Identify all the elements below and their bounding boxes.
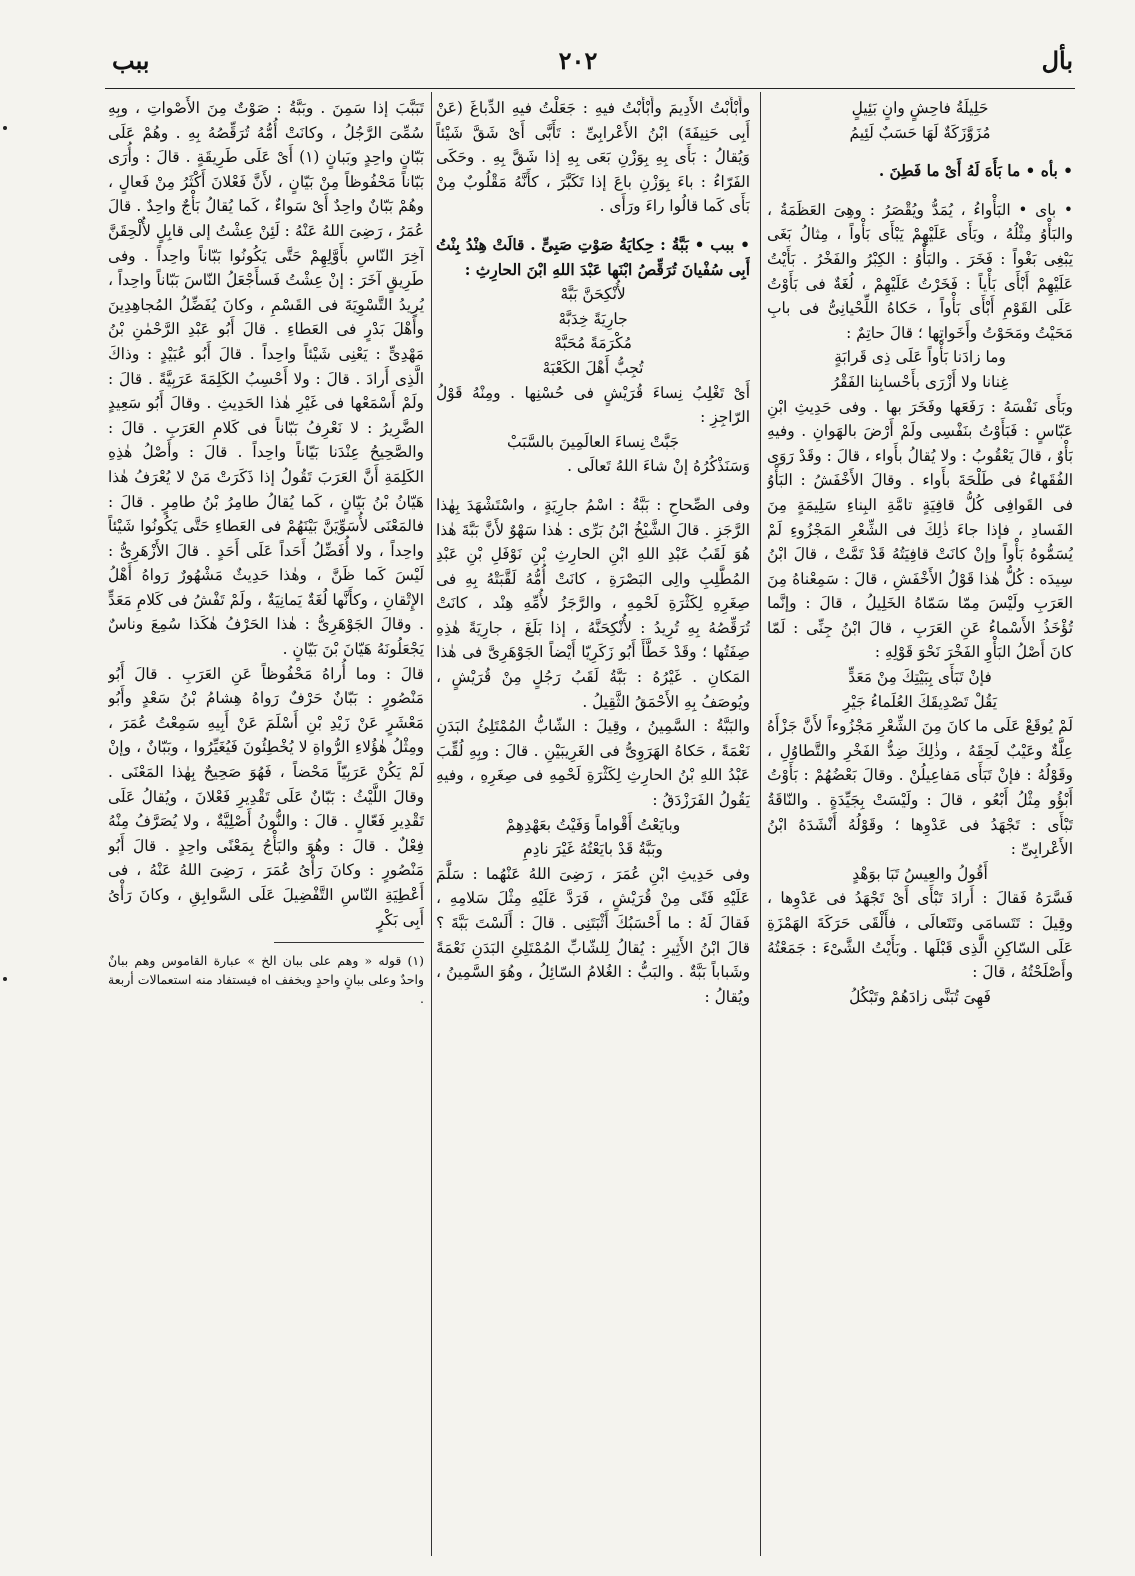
column-divider-left	[431, 92, 432, 1556]
verse-line: فإنْ تَبَأَى بِبَيْتِكَ مِنْ مَعَدٍّ	[848, 668, 992, 687]
column-divider-right	[760, 92, 761, 1556]
paragraph: أَىْ تَغْلِبُ نِساءَ قُرَيْشٍ فى حُسْنِها . ومِنْهُ قَوْلُ الرّاجِزِ :	[436, 383, 750, 427]
paragraph: وأَبْأَبْتُ الأَدِيمَ وأَبْأَبْتُ فيهِ : جَعَلْتُ فيهِ الدِّباغَ (عَنْ أَبِى حَنِيفَةَ) ابْنُ الأَعْرابِىِّ : تَأَبَّى أَىْ شَقَّ شَيْئاً وَيُقالُ : بَأَى بِهِ بِوَزْنِ بَعَى بِهِ إذا شَقَّ بِهِ . وحَكَى الفَرّاءُ : باءَ بِوَزْنِ باعَ إذا تَكَبَّرَ ، كأَنَّهُ مَقْلُوبٌ مِنْ بَأَى كَما قالُوا راءَ ورَأَى .	[436, 99, 750, 216]
verse-line: حَلِيلَةُ فاحِشٍ وانٍ بَئِيلٍ	[851, 99, 989, 117]
verse-line: يَقُلْ تَصْدِيقَكَ العُلَماءُ جَيْرِ	[842, 692, 998, 711]
verse-line: وبَبَّةُ قَدْ بايَعْتُهُ غَيْرَ نادِمِ	[523, 840, 663, 859]
verse-line: لأُنْكِحَنَّ بَبَّهْ	[560, 285, 626, 304]
right-column	[767, 96, 1073, 1556]
header-rule	[105, 88, 1075, 89]
verse-line: تُجِبُّ أَهْلَ الكَعْبَهْ	[542, 358, 644, 377]
paragraph: لَمْ يُوقَعْ عَلَى ما كانَ مِنَ الشِّعْرِ مَجْزُوءاً لأَنَّ جَزْأَهُ عِلَّةٌ وعَيْبٌ لَحِقَهُ ، وذٰلِكَ ضِدُّ الفَخْرِ والتَّطاوُلِ ، وقَوْلُهُ : فإنْ تَبَأَى مَفاعِيلُنْ . وقالَ بَعْضُهُمْ : بَأَوْتُ أَبْؤُو مِثْلُ أَبْعُو ، قالَ : ولَيْسَتْ بِجَيِّدَةٍ . والنّاقَةُ تَبْأَى : تَجْهَدُ فى عَدْوِها ؛ وقَوْلُهُ أَنْشَدَهُ ابْنُ الأَعْرابِىِّ :	[767, 717, 1073, 859]
footnote-rule	[274, 942, 424, 943]
scan-mark	[3, 126, 7, 130]
footnote: (١) قوله « وهم على ببان الخ » عبارة القاموس وهم ببانٌ واحدٌ وعلى ببانٍ واحدٍ ويخفف اه فيستفاد منه استعمالات أربعة .	[108, 953, 424, 1007]
paragraph: وَسَنَذْكُرُهُ إنْ شاءَ اللهُ تَعالَى .	[567, 457, 750, 476]
paragraph: وبَأَى نَفْسَهُ : رَفَعَها وفَخَرَ بها . وفى حَدِيثِ ابْنِ عَبّاسٍ : فَبَأَوْتُ بنَفْسِى ولَمْ أَرْضَ بالهَوانِ . وفيهِ بَأْوٌ ، قالَ يَعْقُوبُ : ولا يُقالُ بأَواء ، قالَ : وقَدْ رَوَى الفُقَهاءُ فى طَلْحَةَ بأَواء . وقالَ الأَخْفَشُ : البَأْوُ فى القَوافِى كُلُّ قافِيَةٍ تامَّةِ البِناءِ سَلِيمَةٍ مِنَ الفَسادِ ، فإذا جاءَ ذٰلِكَ فى الشِّعْرِ المَجْزُوءِ لَمْ يُسَمُّوهُ بَأْواً وإنْ كانَتْ قافِيَتُهُ قَدْ تَمَّتْ ، قالَ ابْنُ سِيدَه : كُلُّ هٰذا قَوْلُ الأَخْفَشِ ، قالَ : سَمِعْناهُ مِنَ العَرَبِ ولَيْسَ مِمّا سَمّاهُ الخَلِيلُ ، قالَ : وإنَّما تُؤْخَذُ الأَسْماءُ عَنِ العَرَبِ ، قالَ ابْنُ جِنِّى : لَمّا كانَ أَصْلُ البَأْوِ الفَخْرَ نَحْوَ قَوْلِهِ :	[767, 397, 1073, 662]
entry-bah: • بأه • ما بَأَهَ لَهُ أَىْ ما فَطِنَ .	[878, 162, 1073, 181]
verse-line: وما زادَنا بَأْواً عَلَى ذِى قَرابَةٍ	[834, 348, 1006, 367]
paragraph: قالَ : وما أُراهُ مَحْفُوظاً عَنِ العَرَبِ . قالَ أَبُو مَنْصُورٍ : بَبّانٌ حَرْفٌ رَواهُ هِشامُ بْنُ سَعْدٍ وأَبُو مَعْشَرٍ عَنْ زَيْدِ بْنِ أَسْلَمَ عَنْ أَبِيهِ سَمِعْتُ عُمَرَ ، ومِثْلُ هٰؤُلاءِ الرُّواةِ لا يُخْطِئُونَ فَيُغَيِّرُوا ، وبَبّانٌ ، وإنْ لَمْ يَكُنْ عَرَبِيّاً مَحْضاً ، فَهُوَ صَحِيحٌ بِهٰذا المَعْنَى . وقالَ اللَّيْثُ : بَبّانٌ عَلَى تَقْدِيرِ فَعْلانَ ، ويُقالُ عَلَى تَقْدِيرِ فَعّالٍ . قالَ : والنُّونُ أَصْلِيَّةٌ ، ولا يُصَرَّفُ مِنْهُ فِعْلٌ . قالَ : وهُوَ والبَأْجُ بِمَعْنًى واحِدٍ . قالَ أَبُو مَنْصُورٍ : وكانَ رَأْىُ عُمَرَ ، رَضِىَ اللهُ عَنْهُ ، فى أَعْطِيَةِ النّاسِ التَّفْضِيلَ عَلَى السَّوابِقِ ، وكانَ رَأْىُ أَبِى بَكْرٍ	[108, 664, 424, 929]
scan-mark	[3, 977, 7, 981]
paragraph: والبَبَّةُ : السَّمِينُ ، وقِيلَ : الشّابُّ المُمْتَلِئُ البَدَنِ نَعْمَةً ، حَكاهُ الهَرَوِىُّ فى الغَرِيبَيْنِ . قالَ : وبِهِ لُقِّبَ عَبْدُ اللهِ بْنُ الحارِثِ لِكَثْرَةِ لَحْمِهِ فى صِغَرِهِ ، وفيهِ يَقُولُ الفَرَزْدَقُ :	[436, 717, 750, 810]
verse-line: جَبَّتْ نِساءَ العالَمِينَ بالسَّبَبْ	[506, 432, 680, 451]
header-right-word: بأل	[1041, 46, 1073, 75]
verse-line: مُكْرَمَةً مُحَبَّهْ	[554, 334, 632, 353]
paragraph: تَبَبَّبَ إذا سَمِنَ . وبَبَّةُ : صَوْتٌ مِنَ الأَصْواتِ ، وبِهِ سُمِّىَ الرَّجُلُ ، وكانَتْ أُمُّهُ تُرَقِّصُهُ بِهِ . وهُمْ عَلَى بَبّانٍ واحِدٍ وبَبانٍ (١) أَىْ عَلَى طَرِيقَةٍ . قالَ : وأُرَى بَبّاناً مَحْفُوظاً مِنْ بَيّانٍ ، لأَنَّ فَعْلانَ أَكْثَرُ مِنْ فَعالٍ ، وهُمْ بَبّانٌ واحِدٌ أَىْ سَواءٌ ، كَما يُقالُ بَأْجٌ واحِدٌ . قالَ عُمَرُ ، رَضِىَ اللهُ عَنْهُ : لَئِنْ عِشْتُ إلى قابِلٍ لأُلْحِقَنَّ آخِرَ النّاسِ بأَوَّلِهِمْ حَتَّى يَكُونُوا بَبّاناً واحِداً . وفى طَرِيقٍ آخَرَ : إنْ عِشْتُ فَسأَجْعَلُ النّاسَ بَبّاناً واحِداً ، يُرِيدُ التَّسْوِيَةَ فى القَسْمِ ، وكانَ يُفَضِّلُ المُجاهِدِينَ وأَهْلَ بَدْرٍ فى العَطاءِ . قالَ أَبُو عَبْدِ الرَّحْمٰنِ بْنُ مَهْدِىٍّ : يَعْنِى شَيْئاً واحِداً . قالَ أَبُو عُبَيْدٍ : وذاكَ الَّذِى أَرادَ . قالَ : ولا أَحْسِبُ الكَلِمَةَ عَرَبِيَّةً . قالَ : ولَمْ أَسْمَعْها فى غَيْرِ هٰذا الحَدِيثِ . وقالَ أَبُو سَعِيدٍ الضَّرِيرُ : لا نَعْرِفُ بَبّاناً فى كَلامِ العَرَبِ . قالَ : والصَّحِيحُ عِنْدَنا بَيّاناً واحِداً . قالَ : وأَصْلُ هٰذِهِ الكَلِمَةِ أَنَّ العَرَبَ تَقُولُ إذا ذَكَرَتْ مَنْ لا يُعْرَفُ هٰذا هَيّانُ بْنُ بَيّانٍ ، كَما يُقالُ طامِرُ بْنُ طامِرٍ . قالَ : فالمَعْنَى لأُسَوِّيَنَّ بَيْنَهُمْ فى العَطاءِ حَتَّى يَكُونُوا شَيْئاً واحِداً ، ولا أُفَضِّلُ أَحَداً عَلَى أَحَدٍ . قالَ الأَزْهَرِىُّ : لَيْسَ كَما ظَنَّ ، وهٰذا حَدِيثٌ مَشْهُورٌ رَواهُ أَهْلُ الإِتْقانِ ، وكأَنَّها لُغَةٌ يَمانِيَةٌ ، ولَمْ تَفْشُ فى كَلامِ مَعَدٍّ . وقالَ الجَوْهَرِىُّ : هٰذا الحَرْفُ هٰكَذا سُمِعَ وناسٌ يَجْعَلُونَهُ هَيّانَ بْنَ بَيّانٍ .	[108, 99, 424, 659]
verse-line: فَهِىَ تُبَنَّى زادَهُمْ وتَبْكُلُ	[849, 987, 991, 1006]
middle-column	[436, 96, 750, 1556]
paragraph: وفى الصِّحاحِ : بَبَّةُ : اسْمُ جارِيَةٍ ، واسْتَشْهَدَ بِهٰذا الرَّجَزِ . قالَ الشَّيْخُ ابْنُ بَرِّى : هٰذا سَهْوٌ لأَنَّ بَبَّةَ هٰذا هُوَ لَقَبُ عَبْدِ اللهِ ابْنِ الحارِثِ بْنِ نَوْفَلِ بْنِ عَبْدِ المُطَّلِبِ والِى البَصْرَةِ ، كانَتْ أُمُّهُ لَقَّبَتْهُ بِهِ فى صِغَرِهِ لِكَثْرَةِ لَحْمِهِ ، والرَّجَزُ لأُمِّهِ هِنْد ، كانَتْ تُرَقِّصُهُ بِهِ تُرِيدُ : لأُنْكِحَنَّهُ ، إذا بَلَغَ ، جارِيَةً هٰذِهِ صِفَتُها ؛ وقَدْ خَطَّأَ أَبُو زَكَرِيّا أَيْضاً الجَوْهَرِىَّ فى هٰذا المَكانِ . غَيْرُهُ : بَبَّةُ لَقَبُ رَجُلٍ مِنْ قُرَيْشٍ ، ويُوصَفُ بِهِ الأَحْمَقُ الثَّقِيلُ .	[436, 495, 750, 711]
paragraph: فَسَّرَهُ فَقالَ : أَرادَ تَبْأَى أَىْ تَجْهَدُ فى عَدْوِها ، وقِيلَ : تَتَسامَى وتَتَعالَى ، فأَلْقَى حَرَكَةَ الهَمْزَةِ عَلَى السّاكِنِ الَّذِى قَبْلَها . وبَأَيْتُ الشَّىْءَ : جَمَعْتُهُ وأَصْلَحْتُهُ ، قالَ :	[767, 889, 1073, 982]
page-number: ٢٠٢	[558, 46, 598, 75]
verse-line: وبايَعْتُ أَقْواماً وَفَيْتُ بعَهْدِهِمْ	[505, 815, 681, 834]
left-column	[108, 96, 424, 1556]
verse-line: مُزَوَّزَكَةٌ لَهَا حَسَبٌ لَئِيمُ	[849, 123, 991, 142]
header-left-word: ببب	[112, 46, 150, 75]
verse-line: غِنانا ولا أَزْرَى بأَحْسابِنا الفَقْرُ	[831, 372, 1009, 391]
verse-line: جارِيَةً خِدَبَّهْ	[558, 309, 628, 328]
entry-bbb: • ببب • بَبَّةُ : حِكايَةُ صَوْتِ صَبِىٍّ . قالَتْ هِنْدُ بِنْتُ أَبِى سُفْيانَ تُرَقِّصُ ابْنَها عَبْدَ اللهِ ابْنَ الحارِثِ :	[436, 235, 750, 279]
entry-bay: • باى • البَأْواءُ ، يُمَدُّ ويُقْصَرُ : وهِىَ العَظَمَةُ ، والبَأْوُ مِثْلُهُ ، وبَأَى عَلَيْهِمْ يَبْأَى بَأْواً ، مِثالُ بَغَى يَبْغِى بَغْواً : فَخَرَ . والبَأْوُ : الكِبْرُ والفَخْرُ . بَأَيْتُ عَلَيْهِمْ أَبْأَى بَأْياً : فَخَرْتُ عَلَيْهِمْ ، لُغَةٌ فى بَأَوْتُ عَلَى القَوْمِ أَبْأَى بَأْواً ، حَكاهُ اللِّحْيانِىُّ فى بابِ مَحَيْتُ ومَحَوْتُ وأَخَواتِها ؛ قالَ حاتِمٌ :	[767, 200, 1073, 342]
verse	[767, 96, 1073, 121]
paragraph: وفى حَدِيثِ ابْنِ عُمَرَ ، رَضِىَ اللهُ عَنْهُما : سَلَّمَ عَلَيْهِ فَتًى مِنْ قُرَيْشٍ ، فَرَدَّ عَلَيْهِ مِثْلَ سَلامِهِ ، فَقالَ لَهُ : ما أَحْسَبُكَ أَثْبَتَنِى . قالَ : أَلَسْتَ بَبَّةَ ؟ قالَ ابْنُ الأَثِيرِ : يُقالُ لِلشّابِّ المُمْتَلِئِ البَدَنِ نَعْمَةً وشَباباً بَبَّةٌ . والبَبُّ : الغُلامُ السّائِلُ ، وهُوَ السَّمِينُ ، ويُقالُ :	[436, 864, 750, 1006]
verse-line: أَقُولُ والعِيسُ تَبَا بوَهْدٍ	[852, 864, 988, 883]
